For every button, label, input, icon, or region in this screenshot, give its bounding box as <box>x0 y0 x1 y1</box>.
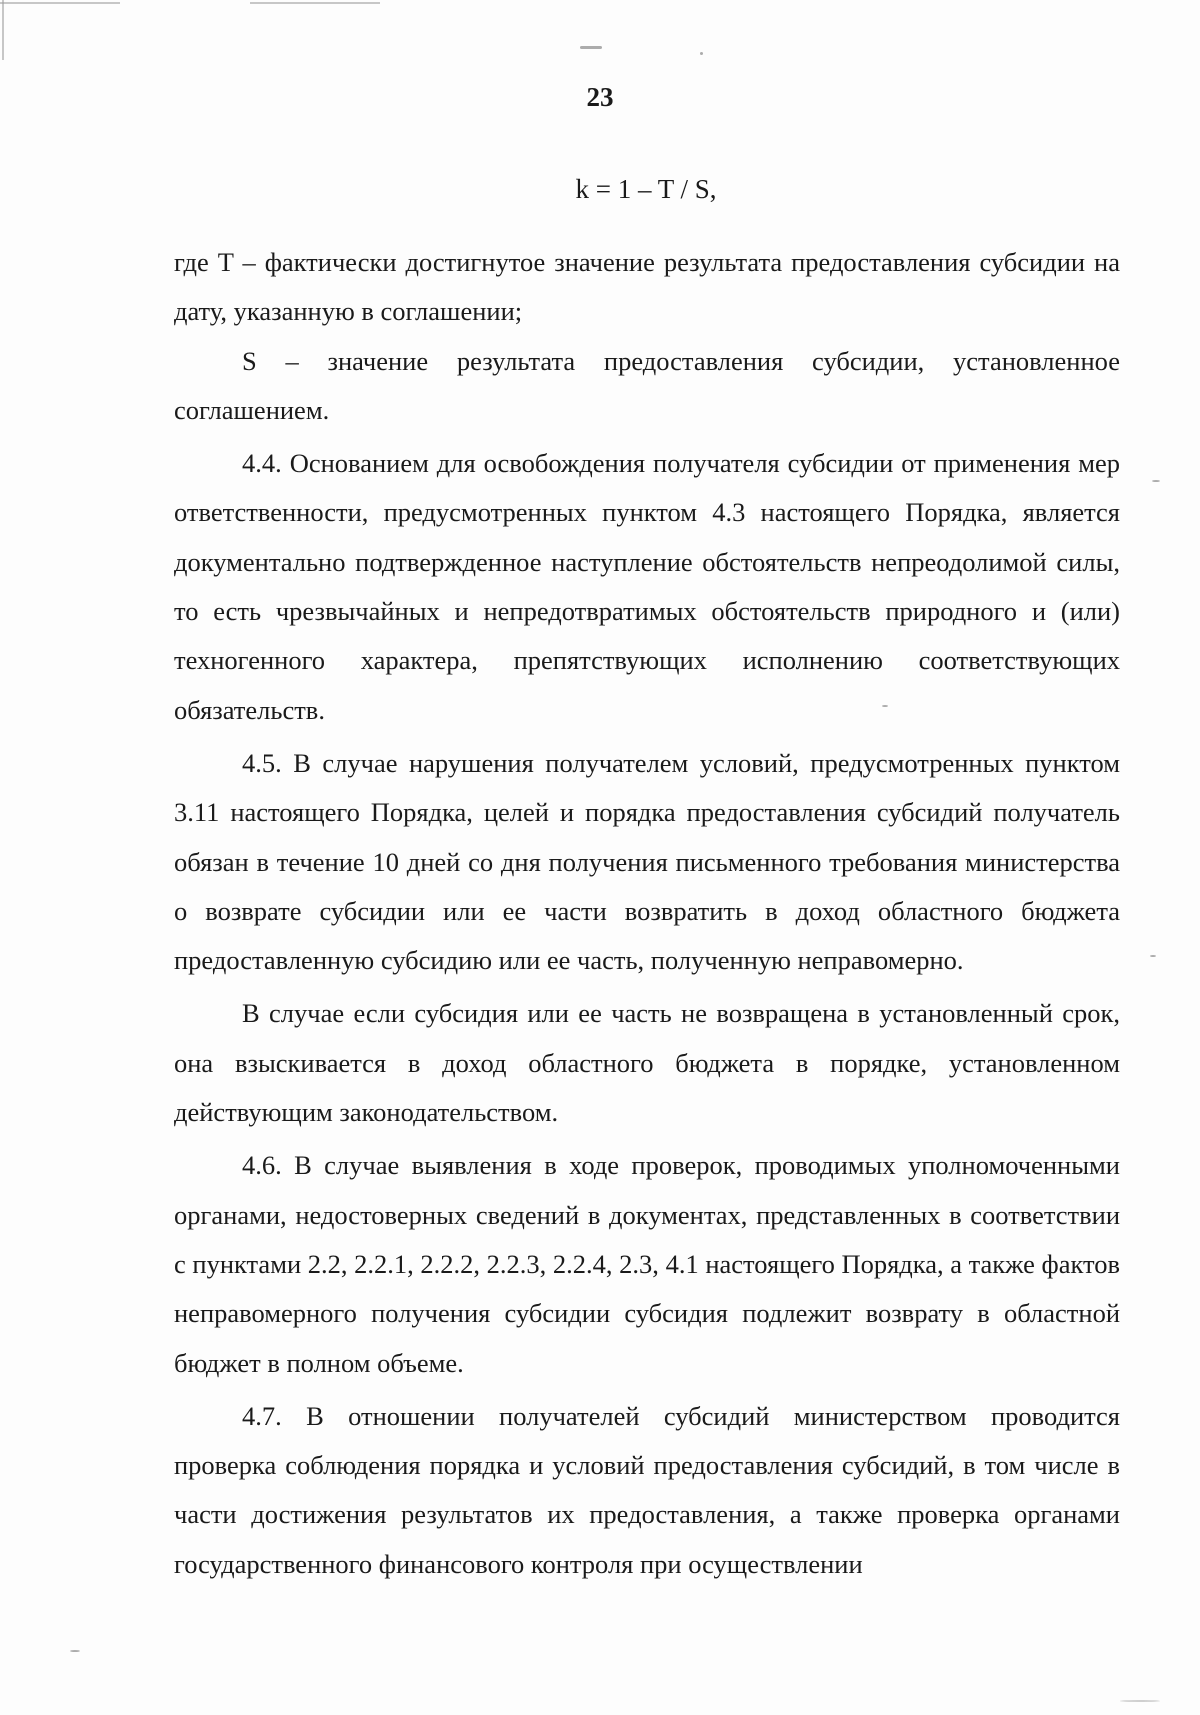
paragraph-definition-t: где T – фактически достигнутое значение результата предоставления субсидии на дату, указанную в соглашении; <box>174 247 1120 327</box>
scan-speck <box>700 52 703 55</box>
scan-edge-left <box>2 0 4 60</box>
paragraph-definition-s: S – значение результата предоставления субсидии, установленное соглашением. <box>174 345 1120 425</box>
scan-speck <box>70 1650 80 1652</box>
scan-speck <box>1150 955 1156 957</box>
scan-edge-top-mid <box>250 2 380 4</box>
paragraph-4-4: 4.4. Основанием для освобождения получателя субсидии от применения мер ответственности, предусмотренных пунктом 4.3 настоящего Порядка, является документально подтвержденное наступление обстоятельств непреодолимой силы, то есть чрезвычайных и непредотвратимых обстоятельств природного и (или) техногенного характера, препятствующих исполнению соответствующих обязательств. <box>174 448 1120 725</box>
page-number: 23 <box>586 82 614 112</box>
document-body <box>174 238 1120 1589</box>
formula: k = 1 – T / S, <box>575 174 717 204</box>
scan-speck <box>1152 480 1160 482</box>
scan-speck <box>1120 1700 1160 1702</box>
paragraph-4-5-continued: В случае если субсидия или ее часть не возвращена в установленный срок, она взыскивается в доход областного бюджета в порядке, установленном действующим законодательством. <box>174 998 1120 1128</box>
paragraph-4-6: 4.6. В случае выявления в ходе проверок, проводимых уполномоченными органами, недостоверных сведений в документах, представленных в соответствии с пунктами 2.2, 2.2.1, 2.2.2, 2.2.3, 2.2.4, 2.3, 4.1 настоящего Порядка, а также фактов неправомерного получения субсидии субсидия подлежит возврату в областной бюджет в полном объеме. <box>174 1150 1120 1378</box>
paragraph-4-7: 4.7. В отношении получателей субсидий министерством проводится проверка соблюдения порядка и условий предоставления субсидий, в том числе в части достижения результатов их предоставления, а также проверка органами государственного финансового контроля при осуществлении <box>174 1400 1120 1579</box>
scan-speck <box>580 46 602 49</box>
scan-edge-top-left <box>0 2 120 4</box>
paragraph-4-5: 4.5. В случае нарушения получателем условий, предусмотренных пунктом 3.11 настоящего Порядка, целей и порядка предоставления субсидий получатель обязан в течение 10 дней со дня получения письменного требования министерства о возврате субсидии или ее части возвратить в доход областного бюджета предоставленную субсидию или ее часть, полученную неправомерно. <box>174 747 1120 976</box>
